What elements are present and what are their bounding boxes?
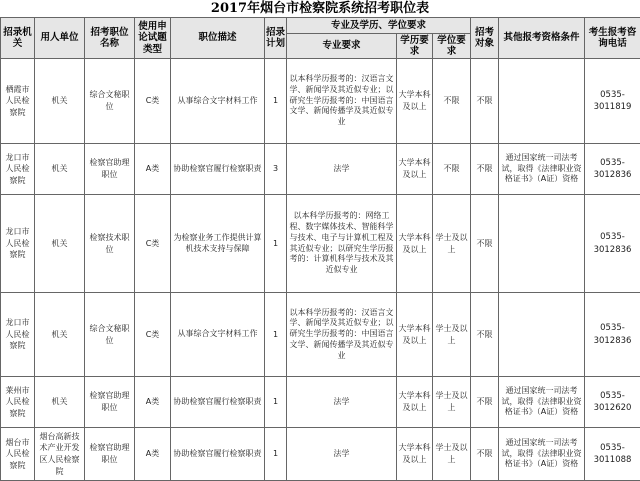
cell-degree: 学士及以上: [433, 195, 471, 293]
cell-phone: 0535-3012836: [585, 293, 640, 377]
header-description: 职位描述: [171, 18, 265, 59]
table-row: [1, 144, 640, 195]
cell-count: 1: [265, 377, 287, 428]
header-exam-type: 使用申论试题类型: [135, 18, 171, 59]
cell-other: 通过国家统一司法考试，取得《法律职业资格证书》（A证）资格: [499, 144, 585, 195]
cell-unit: 机关: [35, 59, 85, 144]
cell-degree: 不限: [433, 59, 471, 144]
cell-education: 大学本科及以上: [397, 377, 433, 428]
cell-count: 1: [265, 293, 287, 377]
cell-education: 大学本科及以上: [397, 293, 433, 377]
cell-target: 不限: [471, 377, 499, 428]
cell-count: 1: [265, 195, 287, 293]
header-phone: 考生报考咨询电话: [585, 18, 640, 59]
cell-degree: 学士及以上: [433, 293, 471, 377]
cell-exam-type: A类: [135, 428, 171, 481]
cell-degree: 学士及以上: [433, 377, 471, 428]
header-target: 招考对象: [471, 18, 499, 59]
cell-degree: 不限: [433, 144, 471, 195]
cell-other: 通过国家统一司法考试，取得《法律职业资格证书》（A证）资格: [499, 428, 585, 481]
cell-description: 从事综合文字材料工作: [171, 293, 265, 377]
cell-exam-type: C类: [135, 195, 171, 293]
header-agency: 招录机关: [1, 18, 35, 59]
page-title: 2017年烟台市检察院系统招考职位表: [0, 0, 640, 17]
cell-unit: 机关: [35, 377, 85, 428]
cell-exam-type: C类: [135, 293, 171, 377]
cell-target: 不限: [471, 293, 499, 377]
cell-other: [499, 195, 585, 293]
cell-unit: 烟台高新技术产业开发区人民检察院: [35, 428, 85, 481]
table-row: [1, 59, 640, 144]
cell-count: 1: [265, 428, 287, 481]
cell-agency: 烟台市人民检察院: [1, 428, 35, 481]
header-unit: 用人单位: [35, 18, 85, 59]
cell-exam-type: A类: [135, 377, 171, 428]
table-row: [1, 377, 640, 428]
cell-position: 检察官助理职位: [85, 144, 135, 195]
cell-agency: 莱州市人民检察院: [1, 377, 35, 428]
cell-target: 不限: [471, 144, 499, 195]
cell-target: 不限: [471, 59, 499, 144]
header-count: 招录计划: [265, 18, 287, 59]
table-row: [1, 293, 640, 377]
cell-phone: 0535-3011819: [585, 59, 640, 144]
cell-major: 以本科学历报考的：汉语言文学、新闻学及其近似专业；以研究生学历报考的：中国语言文学、新闻传播学及其近似专业: [287, 293, 397, 377]
cell-description: 协助检察官履行检察职责: [171, 377, 265, 428]
cell-position: 检察官助理职位: [85, 428, 135, 481]
cell-exam-type: A类: [135, 144, 171, 195]
cell-position: 综合文秘职位: [85, 59, 135, 144]
cell-agency: 龙口市人民检察院: [1, 293, 35, 377]
cell-description: 为检察业务工作提供计算机技术支持与保障: [171, 195, 265, 293]
cell-education: 大学本科及以上: [397, 144, 433, 195]
cell-major: 以本科学历报考的：网络工程、数字媒体技术、智能科学与技术、电子与计算机工程及其近似专业；以研究生学历报考的：计算机科学与技术及其近似专业: [287, 195, 397, 293]
header-education: 学历要求: [397, 34, 433, 59]
cell-degree: 学士及以上: [433, 428, 471, 481]
cell-position: 检察官助理职位: [85, 377, 135, 428]
cell-education: 大学本科及以上: [397, 428, 433, 481]
cell-other: [499, 59, 585, 144]
cell-other: 通过国家统一司法考试，取得《法律职业资格证书》（A证）资格: [499, 377, 585, 428]
cell-education: 大学本科及以上: [397, 59, 433, 144]
cell-exam-type: C类: [135, 59, 171, 144]
cell-major: 以本科学历报考的：汉语言文学、新闻学及其近似专业；以研究生学历报考的：中国语言文学、新闻传播学及其近似专业: [287, 59, 397, 144]
table-row: [1, 195, 640, 293]
table-header: [1, 18, 640, 59]
cell-unit: 机关: [35, 195, 85, 293]
cell-unit: 机关: [35, 293, 85, 377]
cell-major: 法学: [287, 144, 397, 195]
cell-phone: 0535-3011088: [585, 428, 640, 481]
cell-agency: 龙口市人民检察院: [1, 195, 35, 293]
cell-position: 检察技术职位: [85, 195, 135, 293]
header-group: 专业及学历、学位要求: [287, 18, 471, 34]
cell-target: 不限: [471, 428, 499, 481]
cell-major: 法学: [287, 377, 397, 428]
cell-unit: 机关: [35, 144, 85, 195]
cell-other: [499, 293, 585, 377]
cell-description: 协助检察官履行检察职责: [171, 428, 265, 481]
header-major: 专业要求: [287, 34, 397, 59]
cell-phone: 0535-3012620: [585, 377, 640, 428]
cell-major: 法学: [287, 428, 397, 481]
cell-phone: 0535-3012836: [585, 144, 640, 195]
cell-description: 从事综合文字材料工作: [171, 59, 265, 144]
cell-target: 不限: [471, 195, 499, 293]
cell-count: 3: [265, 144, 287, 195]
cell-phone: 0535-3012836: [585, 195, 640, 293]
cell-description: 协助检察官履行检察职责: [171, 144, 265, 195]
cell-position: 综合文秘职位: [85, 293, 135, 377]
cell-education: 大学本科及以上: [397, 195, 433, 293]
table-row: [1, 428, 640, 481]
header-position: 招考职位名称: [85, 18, 135, 59]
cell-agency: 栖霞市人民检察院: [1, 59, 35, 144]
header-other: 其他报考资格条件: [499, 18, 585, 59]
header-degree: 学位要求: [433, 34, 471, 59]
cell-count: 1: [265, 59, 287, 144]
cell-agency: 龙口市人民检察院: [1, 144, 35, 195]
recruitment-table: [0, 17, 640, 481]
